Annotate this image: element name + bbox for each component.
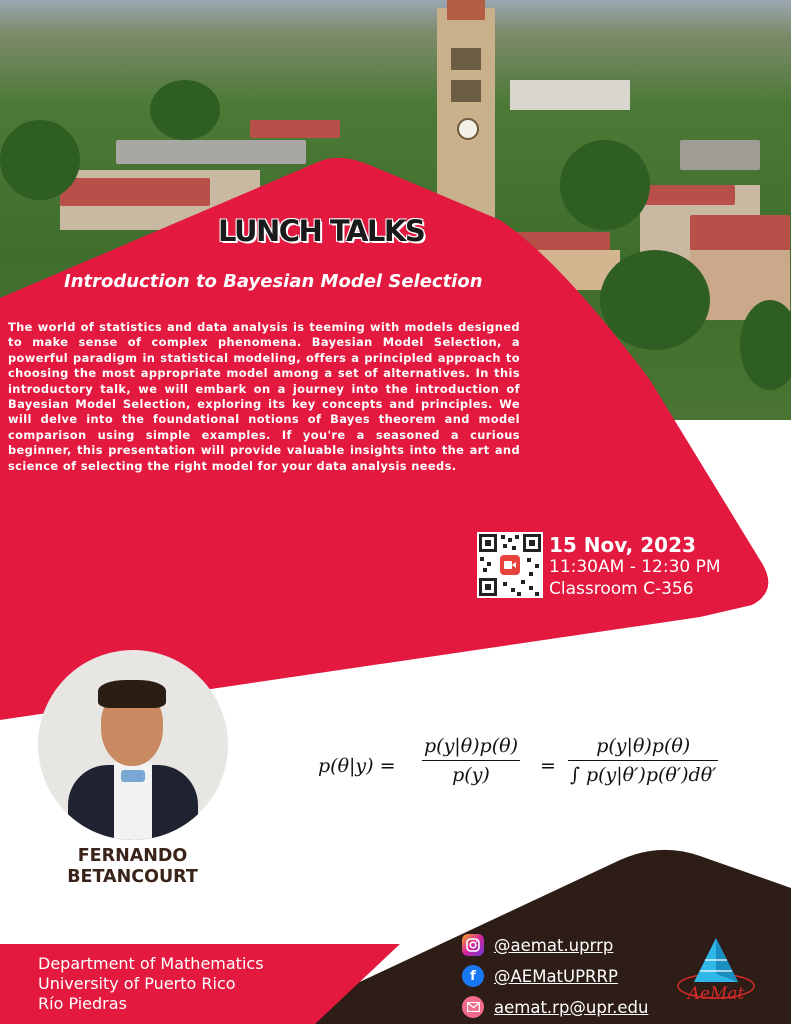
event-date: 15 Nov, 2023 <box>549 533 696 557</box>
formula-fraction-2 <box>568 735 718 786</box>
organizer-campus: Río Piedras <box>38 994 127 1013</box>
formula-frac2-numerator: p(y|θ)p(θ) <box>596 735 691 757</box>
email-address[interactable]: aemat.rp@upr.edu <box>494 997 649 1017</box>
formula-equals: = <box>540 755 556 777</box>
email-contact[interactable] <box>462 996 648 1018</box>
formula-frac2-denominator: ∫ p(y|θ′)p(θ′)dθ′ <box>568 760 718 786</box>
formula-frac1-numerator: p(y|θ)p(θ) <box>424 735 518 757</box>
event-time: 11:30AM - 12:30 PM <box>549 557 721 577</box>
organizer-department: Department of Mathematics <box>38 954 264 973</box>
abstract-text: The world of statistics and data analysis is teeming with models designed to make sense of complex phenomena. Bayesian Model Selection, a powerful paradigm in statistical modeling, offers a principled approach to choosing the most appropriate model among a set of alternatives. In this introductory talk, we will embark on a journey into the introduction of Bayesian Model Selection, exploring its key concepts and principles. We will delve into the foundational notions of Bayes theorem and model comparison using simple examples. If you're a seasoned a curious beginner, this presentation will provide valuable insights into the art and science of selecting the right model for your data analysis needs. <box>8 320 520 473</box>
aemat-logo-text: AeMat <box>687 984 745 1004</box>
speaker-first-name: FERNANDO <box>77 846 188 866</box>
qr-code-icon[interactable] <box>477 532 543 598</box>
organizer-info <box>38 954 264 1014</box>
facebook-icon: f <box>462 965 484 987</box>
instagram-contact[interactable] <box>462 934 613 956</box>
formula-lhs: p(θ|y) = <box>318 755 396 777</box>
talk-title: Introduction to Bayesian Model Selection <box>64 271 483 292</box>
email-icon <box>462 996 484 1018</box>
speaker-photo <box>38 650 228 840</box>
organizer-university: University of Puerto Rico <box>38 974 236 993</box>
video-camera-icon <box>500 555 520 575</box>
event-location: Classroom C-356 <box>549 579 694 599</box>
formula-frac1-denominator: p(y) <box>422 760 520 786</box>
instagram-handle[interactable]: @aemat.uprrp <box>494 935 614 955</box>
formula-fraction-1 <box>422 735 520 786</box>
instagram-icon <box>462 934 484 956</box>
series-title: LUNCH TALKS <box>218 214 425 248</box>
speaker-last-name: BETANCOURT <box>67 867 198 887</box>
facebook-handle[interactable]: @AEMatUPRRP <box>494 966 618 986</box>
speaker-name <box>40 846 225 888</box>
facebook-contact[interactable] <box>462 965 618 987</box>
